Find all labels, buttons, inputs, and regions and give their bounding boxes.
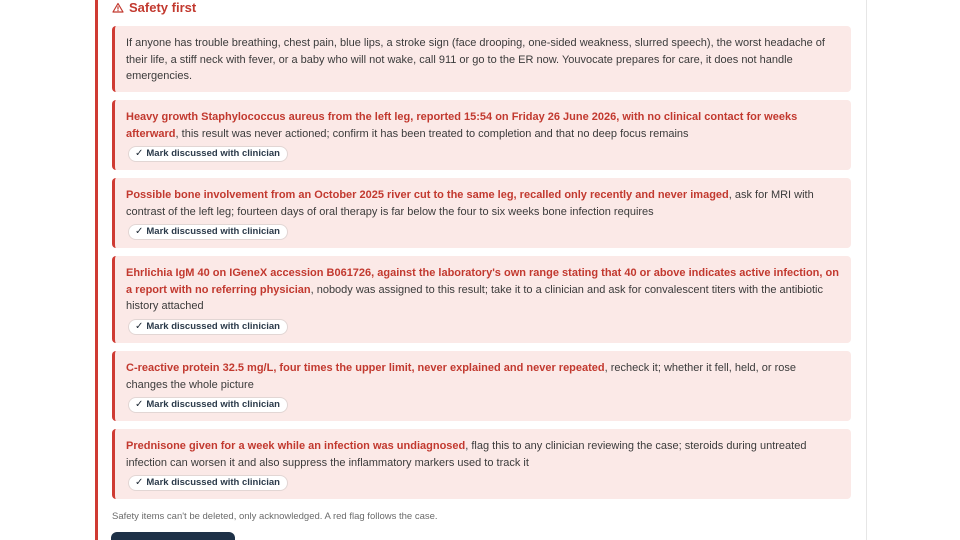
checkmark-icon: ✓ [135, 398, 144, 410]
mark-discussed-label: Mark discussed with clinician [146, 476, 280, 488]
checkmark-icon: ✓ [135, 320, 144, 332]
safety-item-detail: , nobody was assigned to this result; take it to a clinician and ask for convalescent titers with the antibiotic history attached [126, 283, 823, 312]
mark-discussed-label: Mark discussed with clinician [146, 225, 280, 237]
safety-title: Safety first [129, 0, 197, 15]
safety-item [112, 256, 851, 343]
mark-discussed-button[interactable] [128, 146, 288, 162]
mark-discussed-button[interactable] [128, 397, 288, 413]
mark-discussed-label: Mark discussed with clinician [146, 147, 280, 159]
safety-item [112, 178, 851, 248]
safety-footnote: Safety items can't be deleted, only acknowledged. A red flag follows the case. [112, 511, 438, 522]
safety-item [112, 351, 851, 421]
safety-item-detail: , flag this to any clinician reviewing the case; steroids during untreated infection can worsen it and also suppress the inflammatory markers used to track it [126, 440, 807, 469]
safety-item [112, 429, 851, 499]
mark-discussed-button[interactable] [128, 319, 288, 335]
emergency-text: If anyone has trouble breathing, chest pain, blue lips, a stroke sign (face drooping, one-sided weakness, slurred speech), the worst headache of their life, a stiff neck with fever, or a baby who will not wake, call 911 or go to the ER now. Youvocate prepares for care, it does not handle emergencies. [126, 37, 825, 82]
warning-triangle-icon [112, 2, 124, 14]
checkmark-icon: ✓ [135, 476, 144, 488]
checkmark-icon: ✓ [135, 147, 144, 159]
safety-item [112, 100, 851, 170]
safety-item-headline: C-reactive protein 32.5 mg/L, four times the upper limit, never explained and never repeated [126, 362, 605, 374]
mark-discussed-label: Mark discussed with clinician [146, 398, 280, 410]
safety-item-headline: Possible bone involvement from an October 2025 river cut to the same leg, recalled only recently and never imaged [126, 189, 729, 201]
mark-discussed-button[interactable] [128, 224, 288, 240]
safety-heading [112, 0, 196, 15]
mark-discussed-button[interactable] [128, 475, 288, 491]
emergency-card [112, 26, 851, 92]
mark-discussed-label: Mark discussed with clinician [146, 320, 280, 332]
primary-button[interactable] [111, 532, 235, 540]
safety-item-headline: Heavy growth Staphylococcus aureus from the left leg, reported 15:54 on Friday 26 June 2026, with no clinical contact for weeks afterward [126, 111, 798, 140]
safety-item-headline: Prednisone given for a week while an infection was undiagnosed [126, 440, 466, 452]
safety-item-headline: Ehrlichia IgM 40 on IGeneX accession B061726, against the laboratory's own range stating that 40 or above indicates active infection, on a report with no referring physician [126, 267, 839, 296]
safety-item-detail: , this result was never actioned; confirm it has been treated to completion and that no deep focus remains [175, 127, 689, 140]
safety-item-detail: , recheck it; whether it fell, held, or rose changes the whole picture [126, 362, 797, 391]
safety-item-detail: , ask for MRI with contrast of the left leg; fourteen days of oral therapy is far below the four to six weeks bone infection requires [126, 189, 814, 218]
checkmark-icon: ✓ [135, 225, 144, 237]
